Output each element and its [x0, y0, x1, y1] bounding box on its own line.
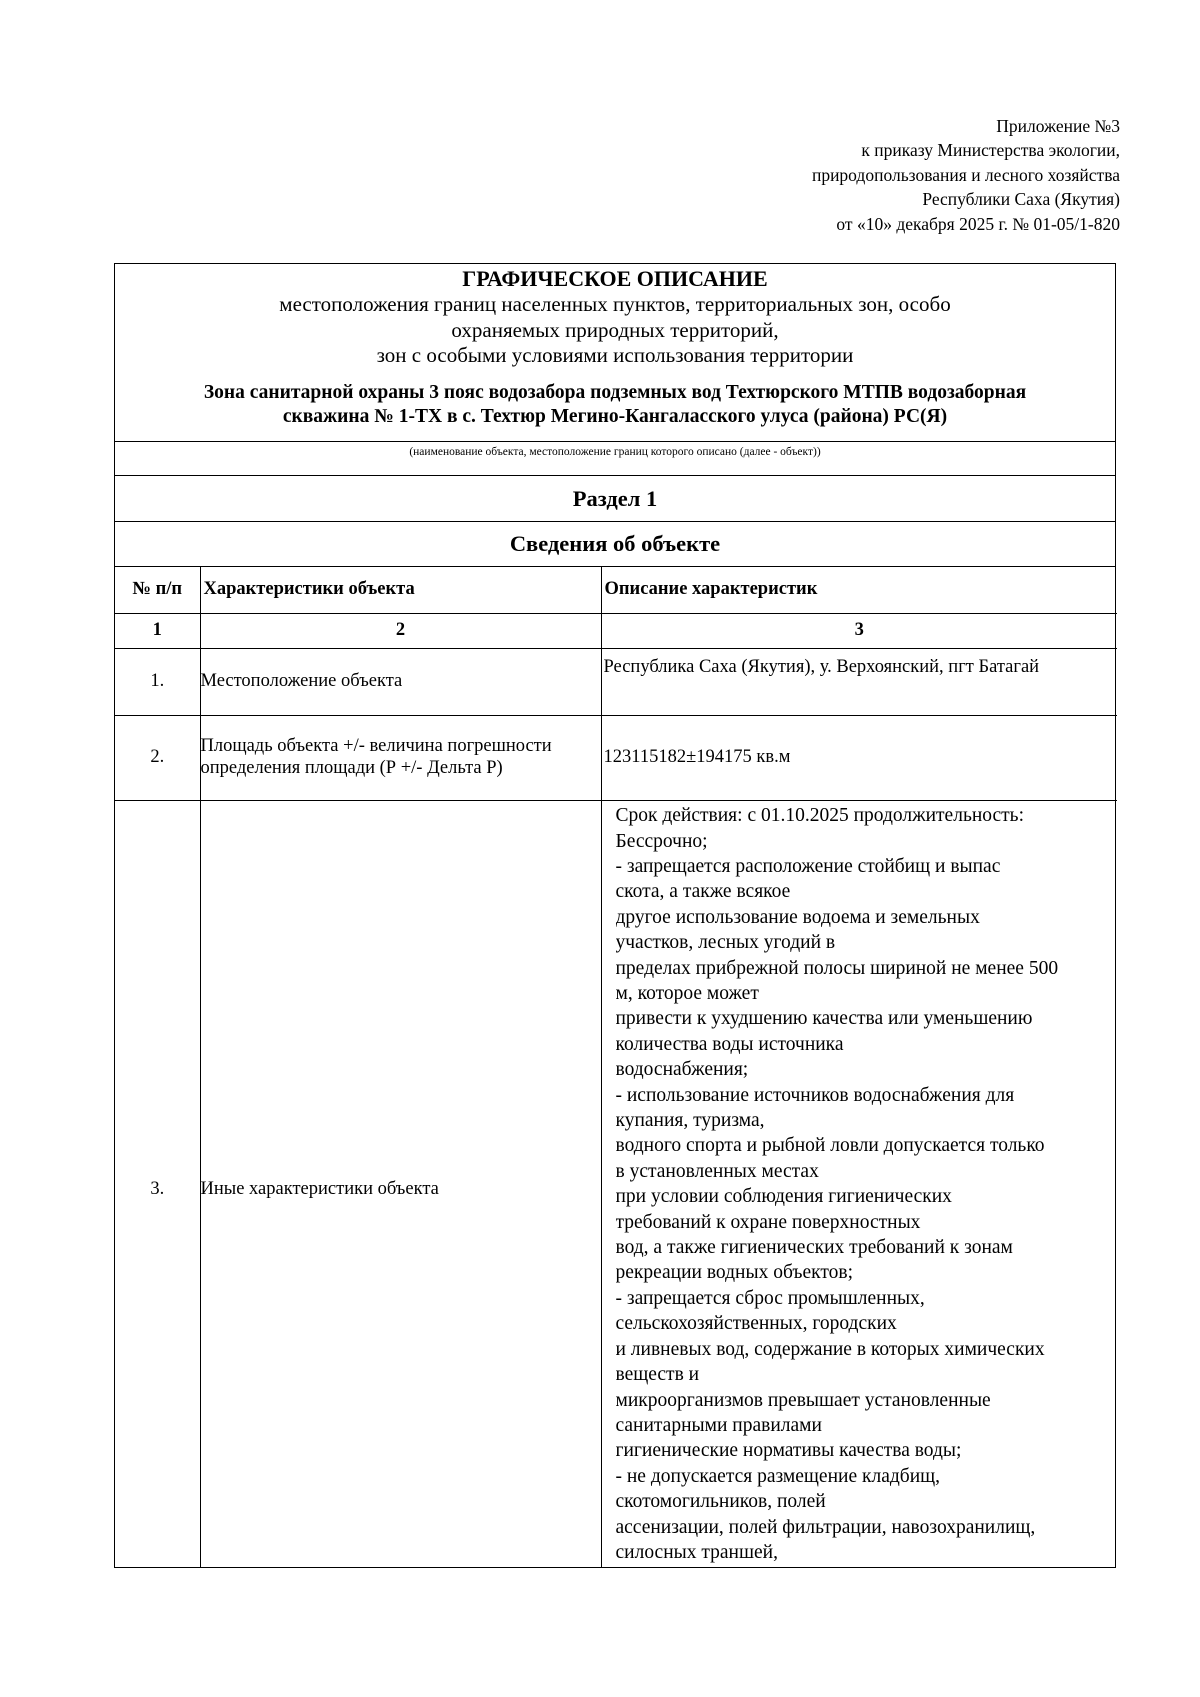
header-line: к приказу Министерства экологии,: [861, 140, 1120, 161]
description-line: водного спорта и рыбной ловли допускается только: [615, 1135, 1045, 1157]
row-characteristic: Иные характеристики объекта: [200, 800, 601, 1567]
row-description: Республика Саха (Якутия), у. Верхоянский, пгт Батагай: [601, 648, 1117, 715]
description-line: количества воды источника: [615, 1033, 844, 1055]
column-number-row: [115, 613, 1117, 648]
description-line: ассенизации, полей фильтрации, навозохранилищ,: [615, 1516, 1036, 1538]
row-description: 123115182±194175 кв.м: [601, 715, 1117, 800]
description-line: участков, лесных угодий в: [615, 932, 836, 954]
column-number: 3: [601, 613, 1117, 648]
graphic-description-form: [114, 263, 1116, 1568]
column-header: № п/п: [115, 567, 200, 613]
description-line: санитарными правилами: [615, 1414, 822, 1436]
description-line: м, которое может: [615, 983, 759, 1004]
object-name-line: Зона санитарной охраны 3 пояс водозабора подземных вод Техтюрского МТПВ водозаборная: [203, 381, 1027, 403]
description-line: вод, а также гигиенических требований к зонам: [615, 1237, 1013, 1259]
row-number: 3.: [115, 800, 200, 1567]
header-line: Приложение №3: [996, 116, 1120, 136]
description-line: скотомогильников, полей: [615, 1491, 826, 1513]
description-line: другое использование водоема и земельных: [615, 906, 980, 928]
object-name: [115, 381, 1115, 429]
row-number: 1.: [115, 648, 200, 715]
object-name-line: скважина № 1-ТХ в с. Техтюр Мегино-Кангаласского улуса (района) РС(Я): [282, 405, 948, 427]
row-characteristic: Площадь объекта +/- величина погрешности определения площади (Р +/- Дельта Р): [200, 715, 601, 800]
column-number: 1: [115, 613, 200, 648]
row-number: 2.: [115, 715, 200, 800]
column-header: Характеристики объекта: [200, 567, 601, 613]
table-row: [115, 648, 1117, 715]
document-title: ГРАФИЧЕСКОЕ ОПИСАНИЕ: [462, 266, 768, 291]
description-line: - запрещается расположение стойбищ и выпас: [615, 855, 1001, 877]
title-sub-line: охраняемых природных территорий,: [451, 317, 779, 342]
description-line: и ливневых вод, содержание в которых химических: [615, 1338, 1045, 1360]
description-line: - использование источников водоснабжения для: [615, 1084, 1015, 1106]
table-row: [115, 715, 1117, 800]
table-row: [115, 800, 1117, 1567]
description-line: требований к охране поверхностных: [615, 1211, 921, 1233]
description-line: купания, туризма,: [615, 1110, 765, 1132]
description-line: в установленных местах: [615, 1160, 819, 1182]
description-line: - не допускается размещение кладбищ,: [615, 1465, 941, 1487]
header-line: природопользования и лесного хозяйства: [811, 164, 1120, 185]
description-line: гигиенические нормативы качества воды;: [615, 1440, 962, 1462]
section-number: Раздел 1: [115, 476, 1115, 522]
description-line: пределах прибрежной полосы шириной не менее 500: [615, 957, 1059, 979]
column-header: Описание характеристик: [601, 567, 1117, 613]
object-name-caption: (наименование объекта, местоположение границ которого описано (далее - объект)): [409, 446, 821, 458]
description-line: микроорганизмов превышает установленные: [615, 1389, 991, 1411]
description-line: водоснабжения;: [615, 1059, 749, 1081]
column-number: 2: [200, 613, 601, 648]
description-line: силосных траншей,: [615, 1541, 778, 1563]
section-title: Сведения об объекте: [115, 522, 1115, 567]
title-block: [115, 264, 1115, 476]
title-sub-line: зон с особыми условиями использования территории: [376, 343, 854, 367]
description-line: - запрещается сброс промышленных,: [615, 1287, 925, 1309]
title-sub-line: местоположения границ населенных пунктов, территориальных зон, особо: [279, 292, 951, 316]
description-line: скота, а также всякое: [615, 881, 791, 903]
description-line: привести к ухудшению качества или уменьшению: [615, 1008, 1033, 1030]
description-line: веществ и: [615, 1364, 700, 1386]
description-line: рекреации водных объектов;: [615, 1262, 853, 1284]
description-line: Срок действия: с 01.10.2025 продолжительность:: [615, 805, 1024, 827]
header-line: от «10» декабря 2025 г. № 01-05/1-820: [836, 213, 1120, 234]
document-header: [812, 114, 1120, 236]
object-name-underline: [115, 441, 1115, 442]
description-line: при условии соблюдения гигиенических: [615, 1186, 952, 1208]
object-info-table: [115, 567, 1117, 1567]
row-characteristic: Местоположение объекта: [200, 648, 601, 715]
row-description: [601, 800, 1117, 1567]
table-header-row: [115, 567, 1117, 613]
description-line: Бессрочно;: [615, 830, 708, 852]
header-line: Республики Саха (Якутия): [922, 189, 1120, 210]
description-line: сельскохозяйственных, городских: [615, 1313, 897, 1335]
